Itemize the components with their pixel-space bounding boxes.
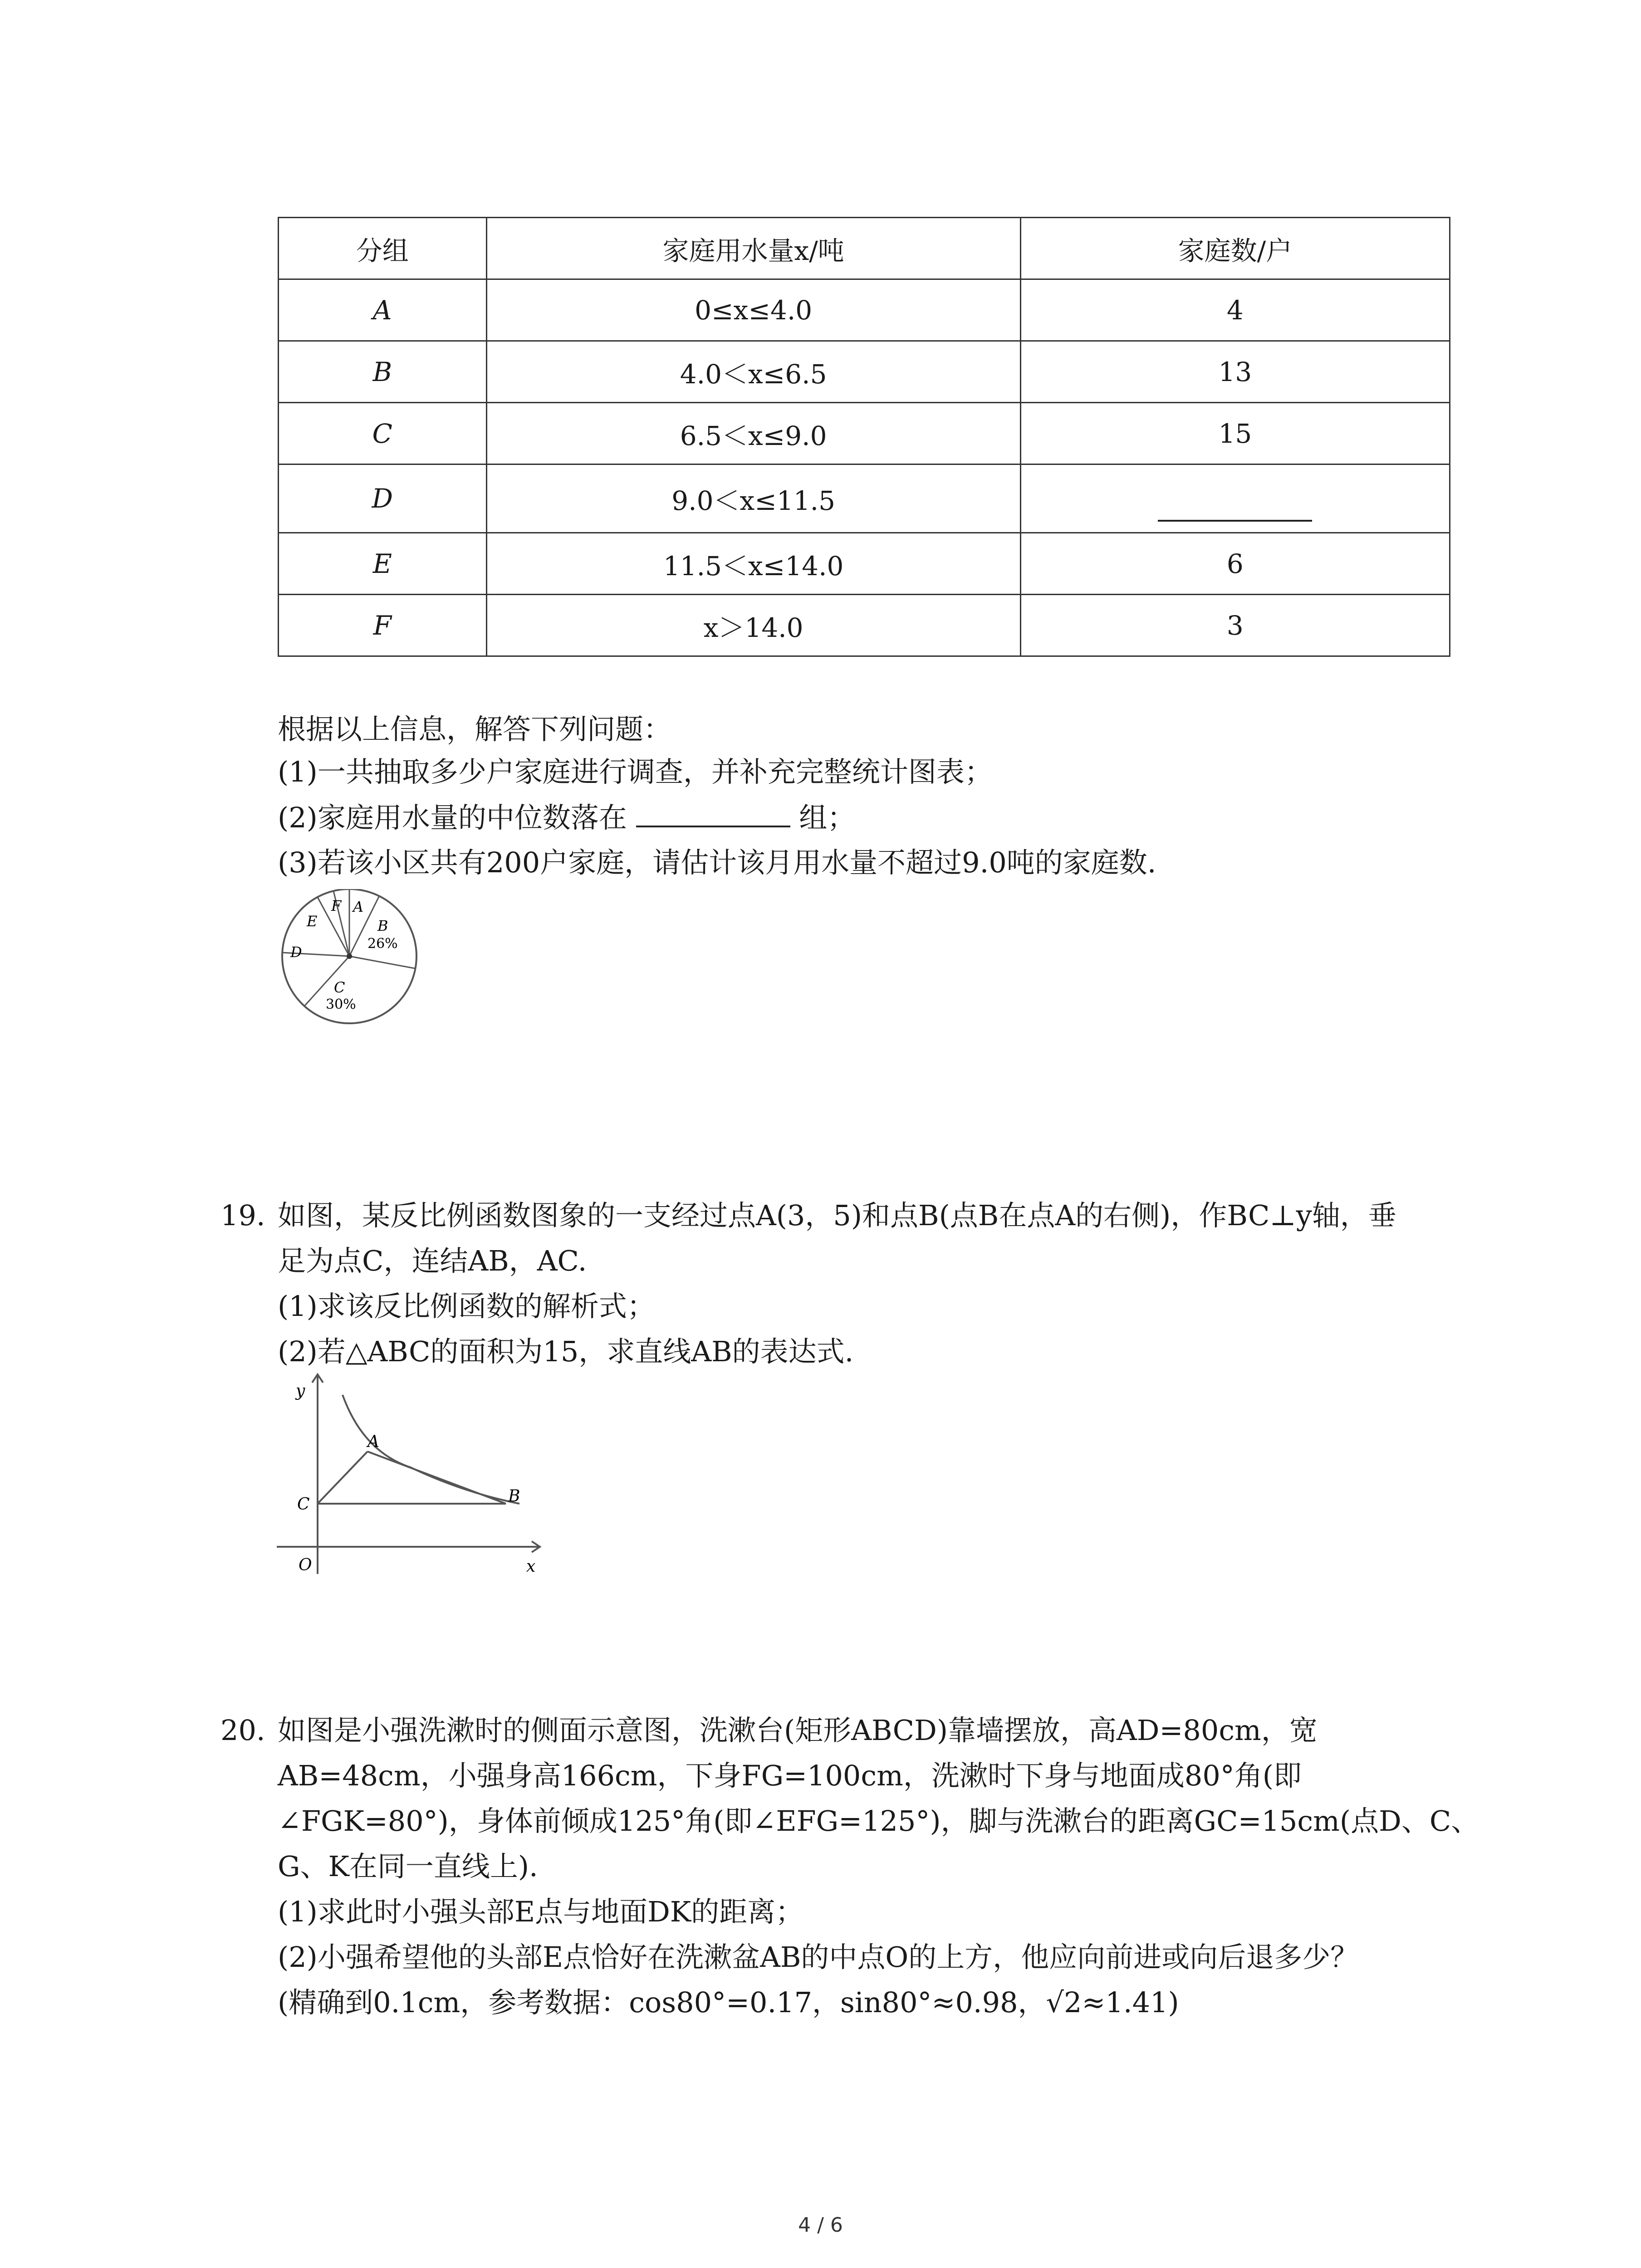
pie-label-f: F <box>331 897 342 914</box>
segment-ca <box>318 1452 367 1504</box>
q20-part2: (2)小强希望他的头部E点恰好在洗漱盆AB的中点O的上方，他应向前进或向后退多少？ <box>278 1941 1359 1974</box>
water-usage-table <box>278 217 1450 657</box>
q20-data: (精确到0.1cm，参考数据：cos80°=0.17，sin80°≈0.98，√2≈1.41) <box>278 1986 1179 2019</box>
q19-number: 19. <box>220 1199 265 1232</box>
count-cell: 15 <box>1020 403 1450 464</box>
table-row <box>279 595 1450 656</box>
range-cell: 4.0＜x≤6.5 <box>486 341 1020 403</box>
group-cell: E <box>279 533 487 595</box>
count-cell-blank <box>1020 464 1450 533</box>
count-cell: 6 <box>1020 533 1450 595</box>
pie-label-c: C <box>334 979 345 996</box>
q19-part1: (1)求该反比例函数的解析式； <box>278 1290 655 1323</box>
table-header-row <box>279 218 1450 279</box>
header-usage: 家庭用水量x/吨 <box>486 218 1020 279</box>
label-b: B <box>508 1487 520 1505</box>
group-cell: F <box>279 595 487 656</box>
group-cell: D <box>279 464 487 533</box>
group-cell: A <box>279 279 487 341</box>
fill-blank <box>1158 502 1312 522</box>
count-cell: 13 <box>1020 341 1450 403</box>
range-cell: x＞14.0 <box>486 595 1020 656</box>
count-cell: 4 <box>1020 279 1450 341</box>
q18-intro: 根据以上信息，解答下列问题： <box>278 713 672 746</box>
header-count: 家庭数/户 <box>1020 218 1450 279</box>
pie-label-a: A <box>353 898 364 915</box>
table-row <box>279 464 1450 533</box>
q18-part3: (3)若该小区共有200户家庭，请估计该月用水量不超过9.0吨的家庭数. <box>278 846 1156 879</box>
label-y: y <box>296 1382 305 1400</box>
fill-blank <box>636 799 790 827</box>
pie-pct-b: 26% <box>367 936 398 952</box>
range-cell: 0≤x≤4.0 <box>486 279 1020 341</box>
q20-line1: 如图是小强洗漱时的侧面示意图，洗漱台(矩形ABCD)靠墙摆放，高AD=80cm，宽 <box>278 1714 1318 1747</box>
table-row <box>279 279 1450 341</box>
q20-line2: AB=48cm，小强身高166cm，下身FG=100cm，洗漱时下身与地面成80°角(即 <box>278 1759 1302 1792</box>
label-x: x <box>526 1557 536 1576</box>
table-row <box>279 341 1450 403</box>
q18-part2-tail: 组； <box>799 801 856 834</box>
pie-center <box>347 953 352 959</box>
group-cell: C <box>279 403 487 464</box>
q18-part2 <box>278 799 855 836</box>
q20-number: 20. <box>220 1714 265 1747</box>
label-origin: O <box>299 1556 312 1574</box>
q18-part2-text: (2)家庭用水量的中位数落在 <box>278 801 627 834</box>
q19-line1: 如图，某反比例函数图象的一支经过点A(3，5)和点B(点B在点A的右侧)，作BC⊥y轴，垂 <box>278 1199 1396 1232</box>
q20-part1: (1)求此时小强头部E点与地面DK的距离； <box>278 1895 804 1928</box>
page-number: 4 / 6 <box>798 2214 843 2237</box>
pie-divider-bc <box>349 956 415 968</box>
segment-ab <box>367 1452 506 1504</box>
pie-label-e: E <box>307 913 318 930</box>
range-cell: 11.5＜x≤14.0 <box>486 533 1020 595</box>
q19-line2: 足为点C，连结AB，AC. <box>278 1244 587 1277</box>
count-cell: 3 <box>1020 595 1450 656</box>
range-cell: 6.5＜x≤9.0 <box>486 403 1020 464</box>
function-graph <box>272 1365 544 1583</box>
pie-pct-c: 30% <box>326 997 356 1012</box>
group-cell: B <box>279 341 487 403</box>
label-a: A <box>367 1432 379 1451</box>
pie-label-d: D <box>290 943 302 961</box>
header-group: 分组 <box>279 218 487 279</box>
q19-part2: (2)若△ABC的面积为15，求直线AB的表达式. <box>278 1335 854 1368</box>
pie-label-b: B <box>377 917 388 934</box>
range-cell: 9.0＜x≤11.5 <box>486 464 1020 533</box>
q18-part1: (1)一共抽取多少户家庭进行调查，并补充完整统计图表； <box>278 755 993 788</box>
pie-chart <box>277 889 426 1034</box>
table-row <box>279 533 1450 595</box>
table-row <box>279 403 1450 464</box>
q20-line4: G、K在同一直线上). <box>278 1850 538 1883</box>
label-c: C <box>297 1495 310 1514</box>
q20-line3: ∠FGK=80°)，身体前倾成125°角(即∠EFG=125°)，脚与洗漱台的距离GC=15cm(点D、C、 <box>278 1804 1479 1838</box>
